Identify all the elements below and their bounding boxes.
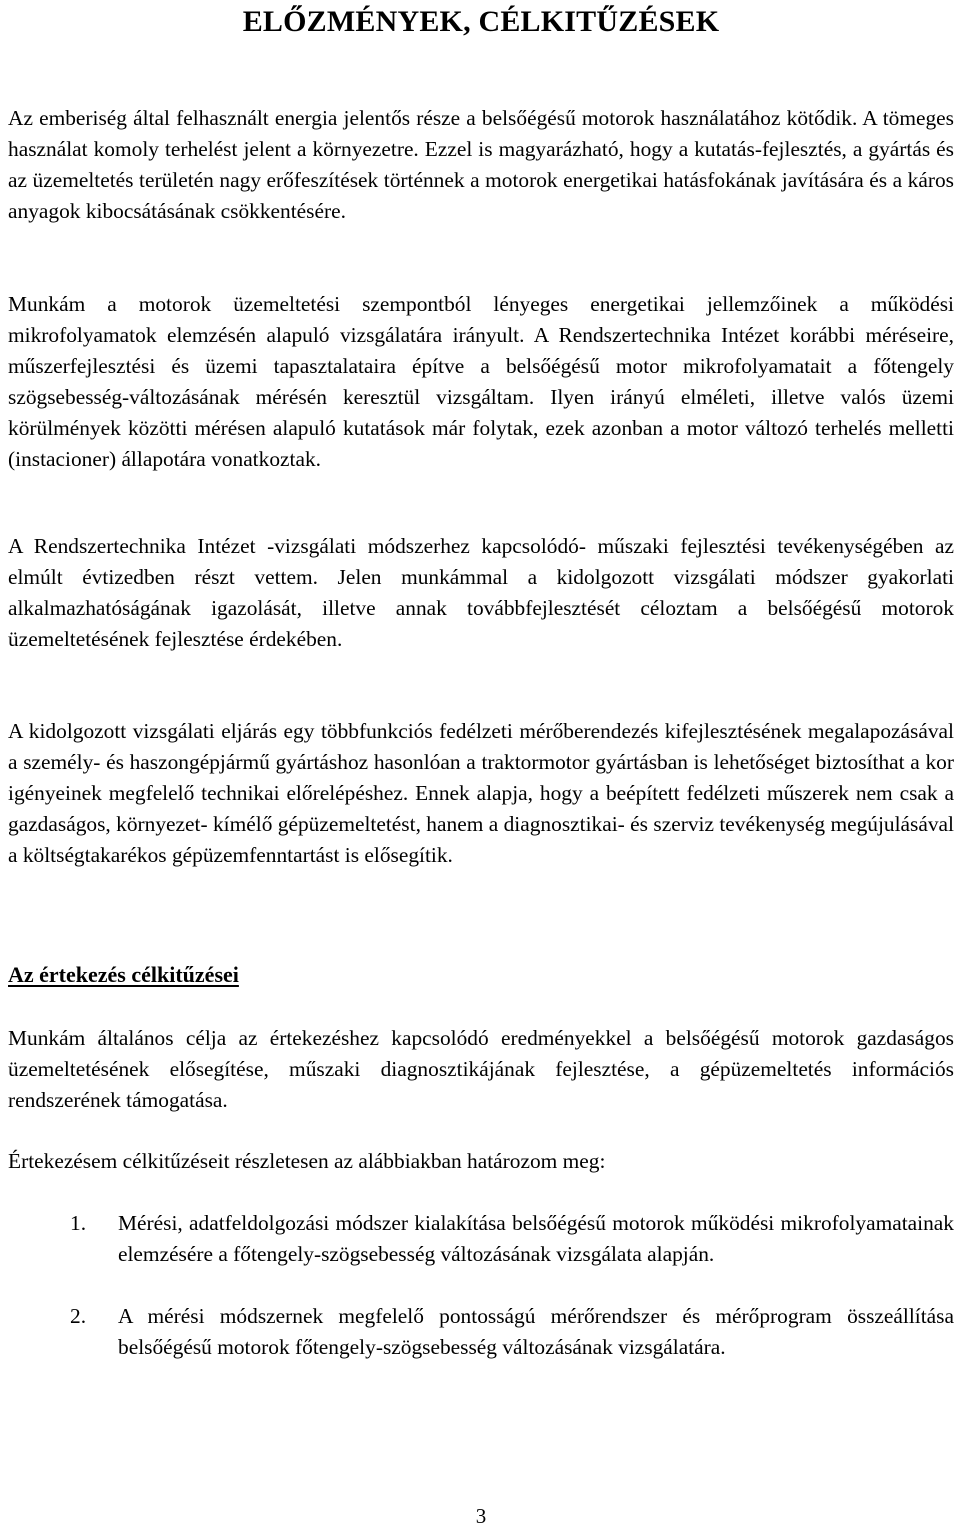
- goals-intro-paragraph: Értekezésem célkitűzéseit részletesen az alábbiakban határozom meg:: [8, 1149, 606, 1173]
- intro-paragraph: Az emberiség által felhasznált energia jelentős része a belsőégésű motorok használatához kötődik. A tömeges használat komoly terhelést jelent a környezetre. Ezzel is magyarázható, hogy a kutatás-fejlesztés, a gyártás és az üzemeltetés területén nagy erőfeszítések történnek a motorok energetikai hatásfokának javítására és a káros anyagok kibocsátásának csökkentésére.: [8, 106, 954, 223]
- method-paragraph: A kidolgozott vizsgálati eljárás egy többfunkciós fedélzeti mérőberendezés kifejlesztésének megalapozásával a személy- és haszongépjármű gyártáshoz hasonlóan a traktormotor gyártásban is lehetőséget biztosíthat a kor igényeinek megfelelő technikai előrelépéshez. Ennek alapja, hogy a beépített fedélzeti műszerek nem csak a gazdaságos, környezet- kímélő gépüzemeltetést, hanem a diagnosztikai- és szerviz tevékenység megújulásával a költségtakarékos gépüzemfenntartást is elősegítik.: [8, 719, 954, 867]
- section-heading: Az értekezés célkitűzései: [8, 962, 239, 987]
- general-goal-paragraph: Munkám általános célja az értekezéshez kapcsolódó eredményekkel a belsőégésű motorok gazdaságos üzemeltetésének elősegítése, műszaki diagnosztikájának fejlesztése, a gépüzemeltetés információs rendszerének támogatása.: [8, 1026, 954, 1112]
- list-item: [8, 1208, 954, 1270]
- list-item-number: 1.: [70, 1211, 87, 1235]
- goals-list: [8, 1208, 954, 1394]
- institute-paragraph: A Rendszertechnika Intézet -vizsgálati módszerhez kapcsolódó- műszaki fejlesztési tevékenységében az elmúlt évtizedben részt vettem. Jelen munkámmal a kidolgozott vizsgálati módszer gyakorlati alkalmazhatóságának igazolását, illetve annak továbbfejlesztését céloztam a belsőégésű motorok üzemeltetésének fejlesztése érdekében.: [8, 534, 954, 651]
- list-item-text: A mérési módszernek megfelelő pontosságú mérőrendszer és mérőprogram összeállítása belsőégésű motorok főtengely-szögsebesség változásának vizsgálatára.: [118, 1304, 954, 1359]
- work-focus-paragraph: Munkám a motorok üzemeltetési szempontból lényeges energetikai jellemzőinek a működési mikrofolyamatok elemzésén alapuló vizsgálatára irányult. A Rendszertechnika Intézet korábbi méréseire, műszerfejlesztési és üzemi tapasztalataira építve a belsőégésű motor mikrofolyamatait a főtengely szögsebesség-változásának mérésén keresztül vizsgáltam. Ilyen irányú elméleti, illetve valós üzemi körülmények közötti mérésen alapuló kutatások már folytak, ezek azonban a motor változó terhelés melletti (instacioner) állapotára vonatkoztak.: [8, 292, 954, 471]
- page-number: 3: [475, 1504, 487, 1528]
- page-title: ELŐZMÉNYEK, CÉLKITŰZÉSEK: [242, 5, 720, 38]
- list-item-number: 2.: [70, 1304, 87, 1328]
- list-item-text: Mérési, adatfeldolgozási módszer kialakítása belsőégésű motorok működési mikrofolyamatainak elemzésére a főtengely-szögsebesség változásának vizsgálata alapján.: [118, 1211, 954, 1266]
- list-item: [8, 1301, 954, 1363]
